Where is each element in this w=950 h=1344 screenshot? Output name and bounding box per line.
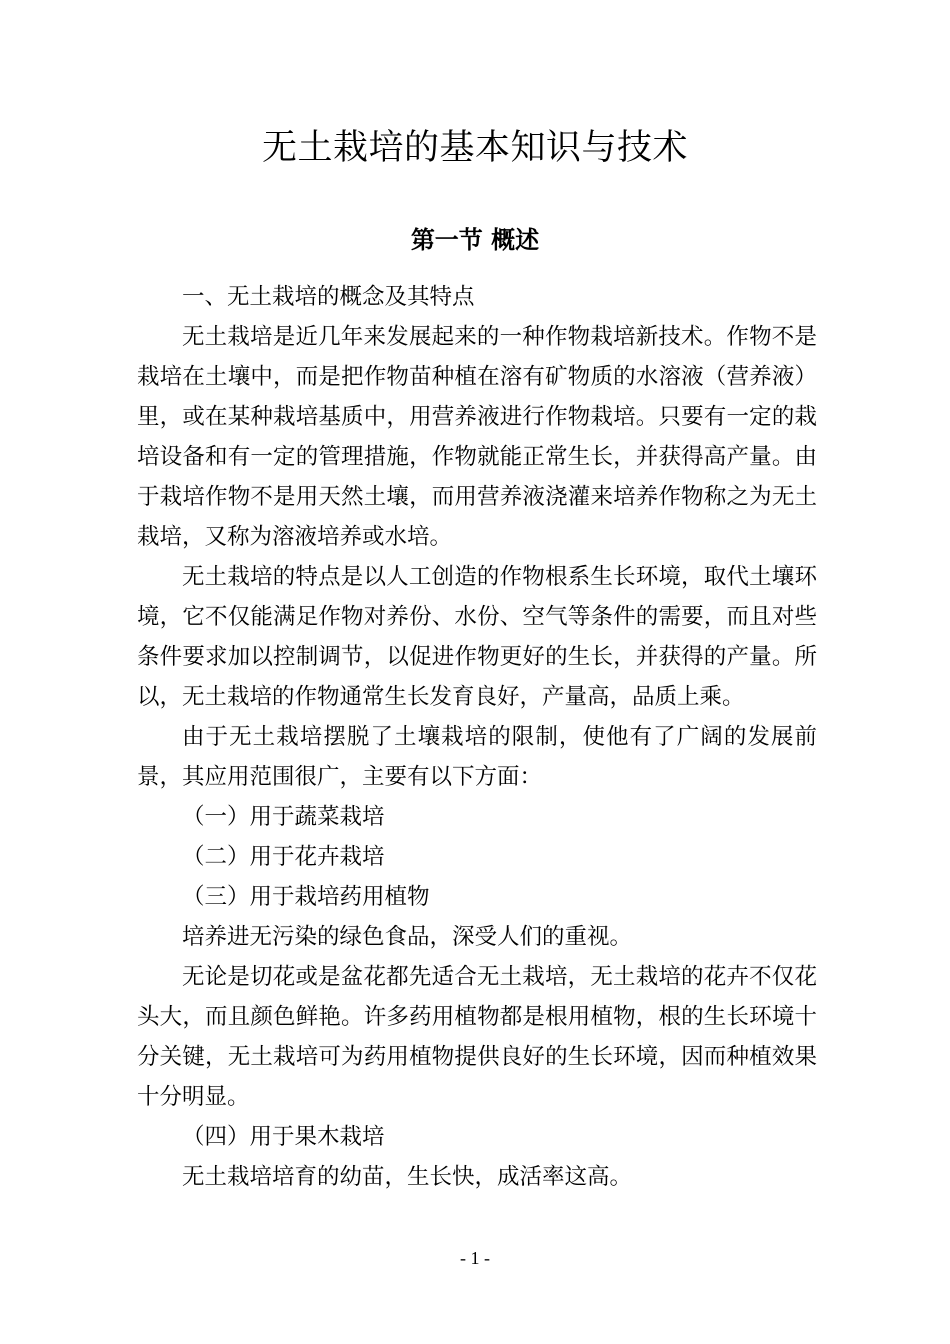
list-item-fruit-trees: （四）用于果木栽培 (182, 1124, 385, 1150)
list-item-medicinal: （三）用于栽培药用植物 (182, 884, 430, 910)
paragraph-definition: 无土栽培是近几年来发展起来的一种作物栽培新技术。作物不是栽培在土壤中，而是把作物苗种植在溶有矿物质的水溶液（营养液）里，或在某种栽培基质中，用营养液进行作物栽培。只要有一定的栽培设备和有一定的管理措施，作物就能正常生长，并获得高产量。由于栽培作物不是用天然土壤，而用营养液浇灌来培养作物称之为无土栽培，又称为溶液培养或水培。 (137, 324, 817, 550)
document-body (137, 277, 817, 1197)
list-item-vegetables: （一）用于蔬菜栽培 (182, 804, 385, 830)
paragraph-features: 无土栽培的特点是以人工创造的作物根系生长环境，取代土壤环境，它不仅能满足作物对养份、水份、空气等条件的需要，而且对些条件要求加以控制调节，以促进作物更好的生长，并获得的产量。所以，无土栽培的作物通常生长发育良好，产量高，品质上乘。 (137, 564, 817, 710)
list-item-flowers: （二）用于花卉栽培 (182, 844, 385, 870)
section-title: 第一节 概述 (410, 226, 540, 254)
heading-concept: 一、无土栽培的概念及其特点 (182, 284, 475, 310)
paragraph-green-food: 培养进无污染的绿色食品，深受人们的重视。 (182, 924, 633, 950)
paragraph-flowers-medicinal: 无论是切花或是盆花都先适合无土栽培，无土栽培的花卉不仅花头大，而且颜色鲜艳。许多药用植物都是根用植物，根的生长环境十分关键，无土栽培可为药用植物提供良好的生长环境，因而种植效果十分明显。 (137, 964, 817, 1110)
paragraph-seedlings: 无土栽培培育的幼苗，生长快，成活率这高。 (182, 1164, 633, 1190)
page-number: - 1 - (460, 1248, 490, 1268)
paragraph-applications: 由于无土栽培摆脱了土壤栽培的限制，使他有了广阔的发展前景，其应用范围很广，主要有以下方面： (137, 724, 817, 790)
document-title: 无土栽培的基本知识与技术 (261, 128, 688, 168)
